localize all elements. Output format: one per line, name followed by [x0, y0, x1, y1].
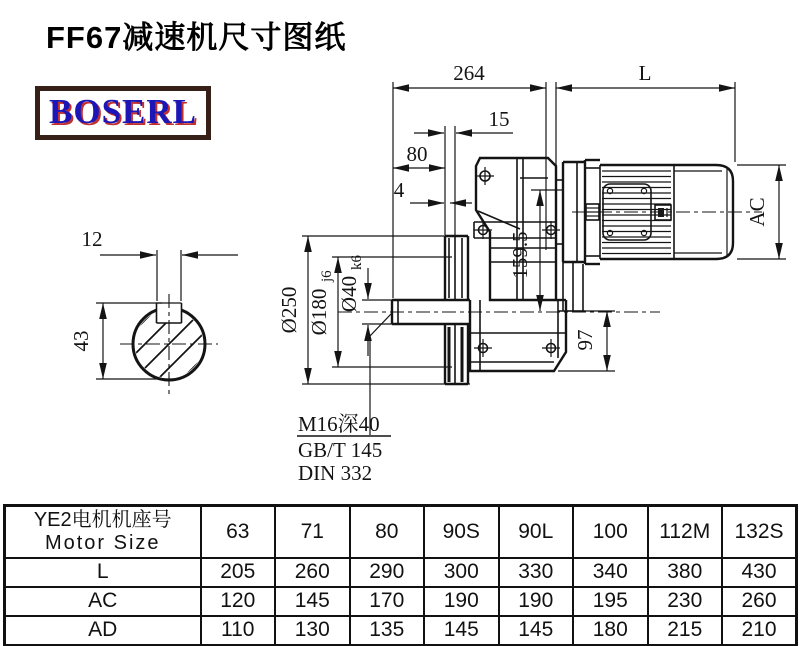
dim-180: [307, 257, 452, 367]
dim-80: [393, 142, 445, 168]
value-cell: 190: [499, 587, 574, 616]
header-label-cn: YE2电机机座号: [33, 508, 172, 531]
dim-L: [556, 61, 735, 250]
key-width-dimension: [82, 227, 239, 301]
value-cell: 120: [201, 587, 276, 616]
dim-180-fit-label: j6: [319, 270, 335, 282]
header-size-cell: 80: [350, 506, 425, 558]
value-cell: 260: [722, 587, 797, 616]
header-size-cell: 100: [573, 506, 648, 558]
table-row-L: [5, 558, 797, 587]
table-header-row: [5, 506, 797, 558]
dim-AC: [737, 165, 786, 259]
dim-key-height-label: 43: [69, 330, 93, 352]
dim-4: [394, 178, 472, 203]
dim-40-label: Ø40: [337, 275, 361, 313]
value-cell: 205: [201, 558, 276, 587]
note-tap: M16深40: [298, 412, 380, 436]
value-cell: 135: [350, 616, 425, 646]
header-label-en: Motor Size: [44, 531, 161, 554]
value-cell: 145: [499, 616, 574, 646]
header-size-cell: 112M: [648, 506, 723, 558]
value-cell: 195: [573, 587, 648, 616]
dim-80-label: 80: [406, 142, 428, 166]
dim-key-width-label: 12: [81, 227, 103, 251]
value-cell: 430: [722, 558, 797, 587]
gear-housing-lower: [470, 300, 566, 371]
dim-97-label: 97: [573, 329, 597, 351]
dim-264-label: 264: [453, 61, 485, 85]
shaft-end-view: [73, 248, 253, 428]
dim-159-label: 159.5: [508, 231, 532, 279]
value-cell: 190: [424, 587, 499, 616]
header-size-cell: 90L: [499, 506, 574, 558]
value-cell: 215: [648, 616, 723, 646]
dim-250: [277, 236, 470, 384]
value-cell: 300: [424, 558, 499, 587]
value-cell: 230: [648, 587, 723, 616]
row-label: L: [5, 558, 201, 587]
header-motor-size: [5, 506, 201, 558]
note-din: DIN 332: [298, 461, 373, 485]
value-cell: 290: [350, 558, 425, 587]
header-size-cell: 132S: [722, 506, 797, 558]
dim-15: [414, 107, 513, 236]
dim-4-label: 4: [393, 178, 405, 202]
motor-adapter: [556, 162, 599, 311]
dim-15-label: 15: [488, 107, 510, 131]
dim-40-fit-label: k6: [349, 255, 365, 270]
value-cell: 170: [350, 587, 425, 616]
header-size-cell: 63: [201, 506, 276, 558]
value-cell: 130: [275, 616, 350, 646]
header-size-cell: 71: [275, 506, 350, 558]
value-cell: 380: [648, 558, 723, 587]
value-cell: 260: [275, 558, 350, 587]
table-row-AD: [5, 616, 797, 646]
value-cell: 330: [499, 558, 574, 587]
row-label: AD: [5, 616, 201, 646]
value-cell: 145: [275, 587, 350, 616]
output-flange: [445, 236, 468, 384]
header-size-cell: 90S: [424, 506, 499, 558]
tap-note: [297, 314, 391, 485]
row-label: AC: [5, 587, 201, 616]
motor-size-table: [3, 504, 798, 646]
value-cell: 180: [573, 616, 648, 646]
dim-L-label: L: [638, 61, 652, 85]
value-cell: 145: [424, 616, 499, 646]
dim-AC-label: AC: [745, 197, 769, 227]
page-title: FF67减速机尺寸图纸: [46, 20, 347, 55]
value-cell: 340: [573, 558, 648, 587]
table-row-AC: [5, 587, 797, 616]
value-cell: 210: [722, 616, 797, 646]
dim-180-label: Ø180: [307, 288, 331, 336]
note-gbt: GB/T 145: [298, 438, 383, 462]
dim-250-label: Ø250: [277, 286, 301, 334]
value-cell: 110: [201, 616, 276, 646]
boserl-logo-text: BOSERL: [49, 92, 197, 131]
dim-40: [337, 255, 392, 357]
